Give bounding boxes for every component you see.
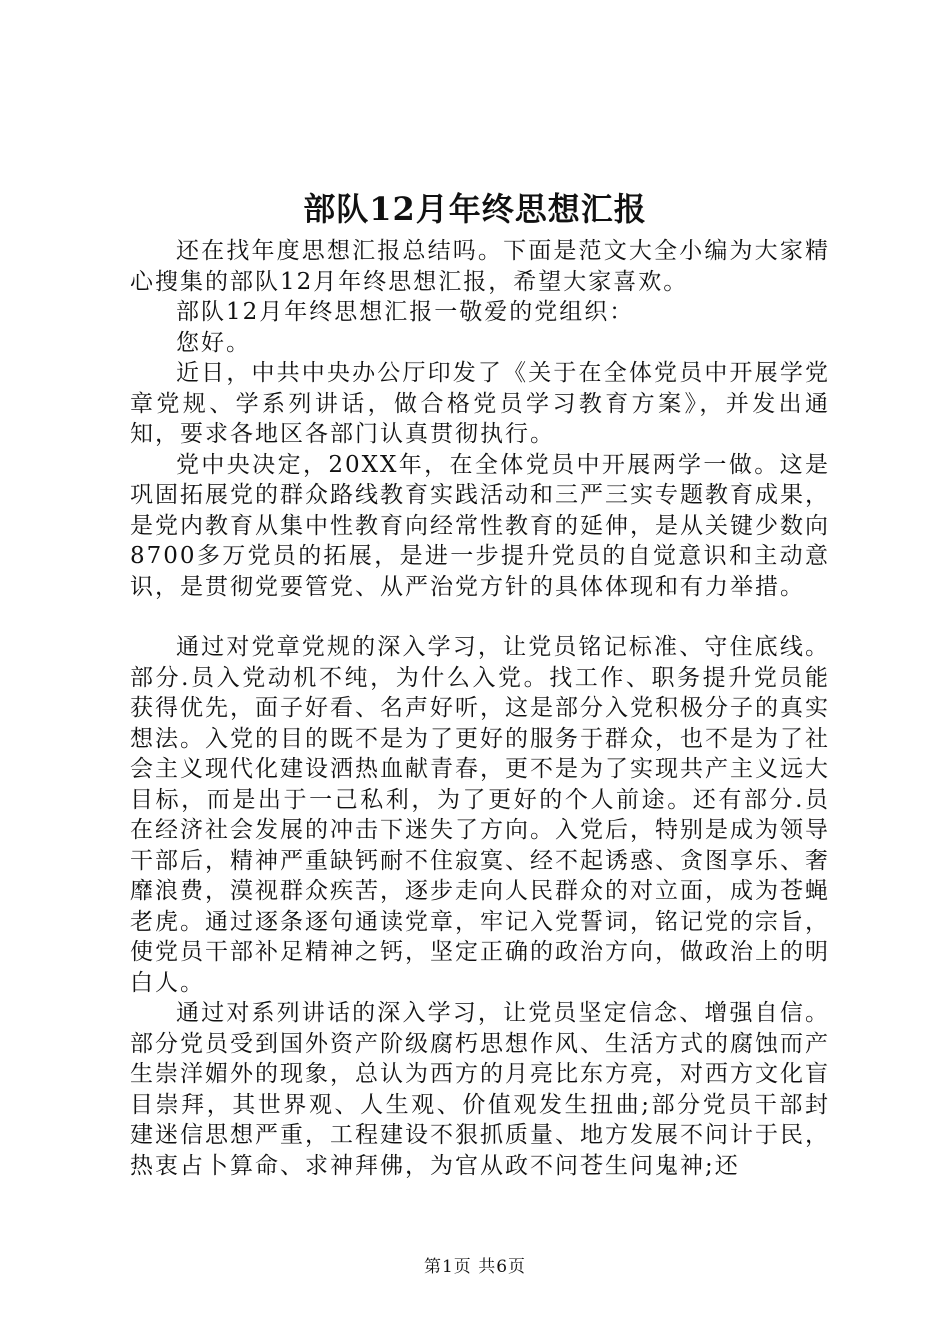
document-title: 部队12月年终思想汇报	[303, 190, 647, 228]
paragraph-intro: 还在找年度思想汇报总结吗。下面是范文大全小编为大家精心搜集的部队12月年终思想汇报，希望大家喜欢。	[130, 238, 830, 295]
paragraph-notice: 近日，中共中央办公厅印发了《关于在全体党员中开展学党章党规、学系列讲话，做合格党员学习教育方案》，并发出通知，要求各地区各部门认真贯彻执行。	[130, 360, 830, 447]
paragraph-party-constitution: 通过对党章党规的深入学习，让党员铭记标准、守住底线。部分.员入党动机不纯，为什么入党。找工作、职务提升党员能获得优先，面子好看、名声好听，这是部分入党积极分子的真实想法。入党的目的既不是为了更好的服务于群众，也不是为了社会主义现代化建设洒热血献青春，更不是为了实现共产主义远大目标，而是出于一己私利，为了更好的个人前途。还有部分.员在经济社会发展的冲击下迷失了方向。入党后，特别是成为领导干部后，精神严重缺钙耐不住寂寞、经不起诱惑、贪图享乐、奢靡浪费，漠视群众疾苦，逐步走向人民群众的对立面，成为苍蝇老虎。通过逐条逐句通读党章，牢记入党誓词，铭记党的宗旨，使党员干部补足精神之钙，坚定正确的政治方向，做政治上的明白人。	[130, 634, 830, 996]
paragraph-decision: 党中央决定，20XX年，在全体党员中开展两学一做。这是巩固拓展党的群众路线教育实践活动和三严三实专题教育成果，是党内教育从集中性教育向经常性教育的延伸，是从关键少数向8700多万党员的拓展，是进一步提升党员的自觉意识和主动意识，是贯彻党要管党、从严治党方针的具体体现和有力举措。	[130, 451, 830, 600]
paragraph-salutation-heading: 部队12月年终思想汇报一敬爱的党组织：	[176, 299, 635, 325]
paragraph-speeches: 通过对系列讲话的深入学习，让党员坚定信念、增强自信。部分党员受到国外资产阶级腐朽思想作风、生活方式的腐蚀而产生崇洋媚外的现象，总认为西方的月亮比东方亮，对西方文化盲目崇拜，其世界观、人生观、价值观发生扭曲;部分党员干部封建迷信思想严重，工程建设不狠抓质量、地方发展不问计于民，热衷占卜算命、求神拜佛，为官从政不问苍生问鬼神;还	[130, 1000, 830, 1179]
document-body	[130, 236, 830, 1181]
paragraph-greeting: 您好。	[176, 329, 251, 356]
page-footer: 第1页 共6页	[423, 1257, 527, 1277]
